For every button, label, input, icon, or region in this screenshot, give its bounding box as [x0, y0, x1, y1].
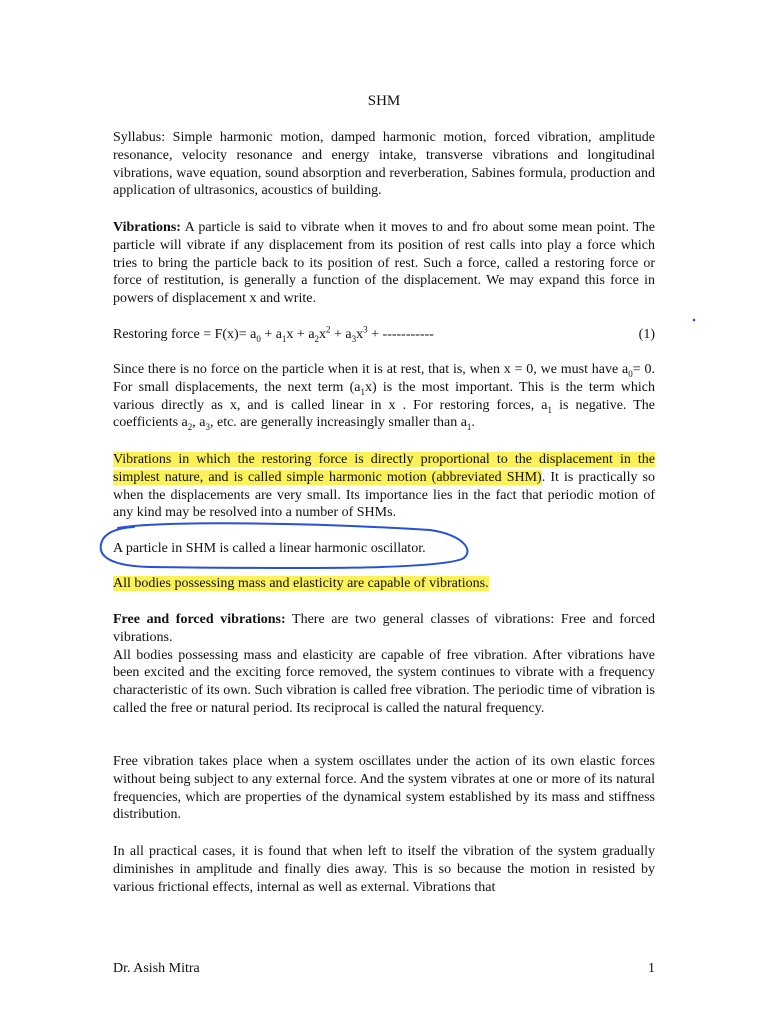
vibrations-body: A particle is said to vibrate when it moves to and fro about some mean point. The particle will vibrate if any displacement from its position of rest calls into play a force which tries to bring the particle back to its position of rest. Such a force, called a restoring force or force of restitution, is generally a function of the displacement. We may expand this force in powers of displacement x and write.: [113, 220, 655, 307]
free-forced-heading: Free and forced vibrations:: [113, 612, 286, 627]
page-title: SHM: [367, 93, 401, 109]
oscillator-sentence: A particle in SHM is called a linear harmonic oscillator.: [113, 541, 426, 556]
mass-elasticity-highlight: All bodies possessing mass and elasticity are capable of vibrations.: [113, 576, 489, 591]
restoring-force-equation: Restoring force = $F(x)= a_0 + a_1x + a_2x^2 + a_3x^3$ + ----------- (1): [113, 324, 655, 344]
practical-cases-paragraph: In all practical cases, it is found that when left to itself the vibration of the system gradually diminishes in amplitude and finally dies away. This is so because the motion in resisted by various frictional effects, internal as well as external. Vibrations that: [113, 844, 655, 895]
equation-number: (1): [638, 327, 655, 342]
shm-definition-rest: . It is practically so when the displacements are very small. Its importance lies in the fact that periodic motion of any kind may be resolved into a number of SHMs.: [113, 469, 655, 521]
free-forced-body: There are two general classes of vibrations: Free and forced vibrations.: [113, 612, 656, 645]
since-paragraph: Since there is no force on the particle when it is at rest, that is, when x = 0, we must have $a_0= 0$. For small displacements, the next term $(a_1x)$ is the most important. This is the term which various directly as x, and is called linear in x . For restoring forces, $a_1$ is negative. The coefficients $a_2$, $a_3$, etc. are generally increasingly smaller than $a_1$.: [113, 362, 656, 433]
syllabus-paragraph: Syllabus: Simple harmonic motion, damped harmonic motion, forced vibration, amplitude resonance, velocity resonance and energy intake, transverse vibrations and longitudinal vibrations, wave equation, sound absorption and reverberation, Sabines formula, production and application of ultrasonics, acoustics of building.: [113, 130, 655, 199]
footer-author: Dr. Asish Mitra: [113, 961, 200, 976]
footer-page-number: 1: [648, 961, 655, 976]
shm-definition-highlight: Vibrations in which the restoring force is directly proportional to the displacement in the simplest nature, and is called simple harmonic motion (abbreviated SHM): [113, 452, 655, 485]
free-vibration-paragraph: Free vibration takes place when a system oscillates under the action of its own elastic forces without being subject to any external force. And the system vibrates at one or more of its natural frequencies, which are properties of the dynamical system established by its mass and stiffness distribution.: [113, 754, 655, 823]
stray-pen-dot: [693, 319, 696, 322]
free-forced-body2: All bodies possessing mass and elasticity are capable of free vibration. After vibrations have been excited and the exciting force removed, the system continues to vibrate with a frequency characteristic of its own. Such vibration is called free vibration. The periodic time of vibration is called the free or natural period. Its reciprocal is called the natural frequency.: [113, 647, 655, 716]
hand-drawn-circle-annotation: [101, 523, 468, 568]
vibrations-heading: Vibrations:: [113, 220, 181, 235]
